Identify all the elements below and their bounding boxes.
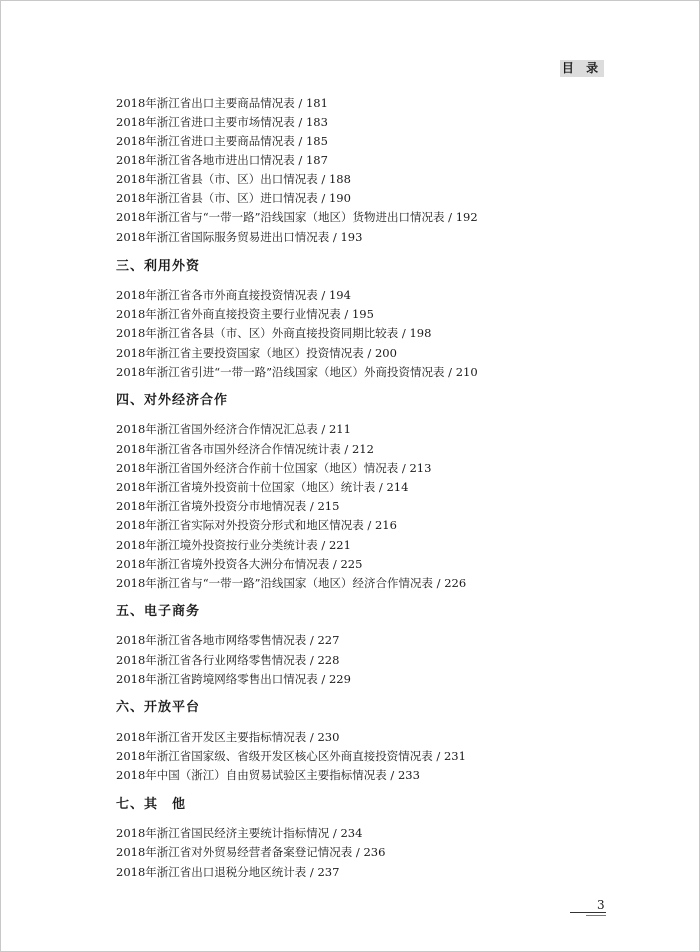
toc-entry[interactable]: 2018年浙江省引进“一带一路”沿线国家（地区）外商投资情况表 / 210 [116, 365, 478, 379]
section-title: 七、其 他 [116, 797, 187, 812]
toc-entry[interactable]: 2018年浙江省进口主要市场情况表 / 183 [116, 115, 328, 129]
running-head: 目 录 [561, 61, 603, 75]
toc-entry[interactable]: 2018年浙江省国际服务贸易进出口情况表 / 193 [116, 230, 363, 244]
toc-entry[interactable]: 2018年浙江省各县（市、区）外商直接投资同期比较表 / 198 [116, 326, 432, 340]
section-title: 六、开放平台 [116, 700, 201, 715]
toc-entry[interactable]: 2018年浙江省跨境网络零售出口情况表 / 229 [116, 672, 351, 686]
toc-entry[interactable]: 2018年浙江省各市国外经济合作情况统计表 / 212 [116, 442, 374, 456]
section-title: 三、利用外资 [116, 259, 201, 274]
section-title: 五、电子商务 [116, 604, 201, 619]
toc-entry[interactable]: 2018年浙江省开发区主要指标情况表 / 230 [116, 730, 340, 744]
toc-entry[interactable]: 2018年浙江省国外经济合作前十位国家（地区）情况表 / 213 [116, 461, 432, 475]
toc-entry[interactable]: 2018年浙江省各地市进出口情况表 / 187 [116, 153, 328, 167]
toc-entry[interactable]: 2018年浙江省与“一带一路”沿线国家（地区）经济合作情况表 / 226 [116, 576, 467, 590]
toc-entry[interactable]: 2018年浙江省各行业网络零售情况表 / 228 [116, 653, 340, 667]
toc-entry[interactable]: 2018年浙江省境外投资分市地情况表 / 215 [116, 499, 340, 513]
toc-entry[interactable]: 2018年浙江省主要投资国家（地区）投资情况表 / 200 [116, 346, 397, 360]
toc-entry[interactable]: 2018年浙江省县（市、区）进口情况表 / 190 [116, 191, 351, 205]
toc-entry[interactable]: 2018年浙江省国民经济主要统计指标情况 / 234 [116, 826, 363, 840]
toc-entry[interactable]: 2018年浙江省出口主要商品情况表 / 181 [116, 96, 328, 110]
toc-entry[interactable]: 2018年浙江省外商直接投资主要行业情况表 / 195 [116, 307, 374, 321]
toc-entry[interactable]: 2018年浙江省实际对外投资分形式和地区情况表 / 216 [116, 518, 397, 532]
folio-rule [586, 915, 606, 916]
toc-entry[interactable]: 2018年浙江省各地市网络零售情况表 / 227 [116, 633, 340, 647]
toc-entry[interactable]: 2018年浙江省进口主要商品情况表 / 185 [116, 134, 328, 148]
page-number: 3 [597, 898, 605, 912]
toc-entry[interactable]: 2018年浙江省国外经济合作情况汇总表 / 211 [116, 422, 351, 436]
section-title: 四、对外经济合作 [116, 393, 229, 408]
toc-entry[interactable]: 2018年浙江省境外投资前十位国家（地区）统计表 / 214 [116, 480, 409, 494]
toc-entry[interactable]: 2018年浙江省与“一带一路”沿线国家（地区）货物进出口情况表 / 192 [116, 210, 478, 224]
toc-entry[interactable]: 2018年浙江省境外投资各大洲分布情况表 / 225 [116, 557, 363, 571]
folio-rule [570, 912, 606, 913]
toc-entry[interactable]: 2018年浙江省出口退税分地区统计表 / 237 [116, 865, 340, 879]
toc-entry[interactable]: 2018年浙江省各市外商直接投资情况表 / 194 [116, 288, 351, 302]
toc-entry[interactable]: 2018年浙江境外投资按行业分类统计表 / 221 [116, 538, 351, 552]
toc-entry[interactable]: 2018年浙江省对外贸易经营者备案登记情况表 / 236 [116, 845, 386, 859]
toc-entry[interactable]: 2018年浙江省国家级、省级开发区核心区外商直接投资情况表 / 231 [116, 749, 466, 763]
toc-entry[interactable]: 2018年中国（浙江）自由贸易试验区主要指标情况表 / 233 [116, 768, 420, 782]
toc-entry[interactable]: 2018年浙江省县（市、区）出口情况表 / 188 [116, 172, 351, 186]
